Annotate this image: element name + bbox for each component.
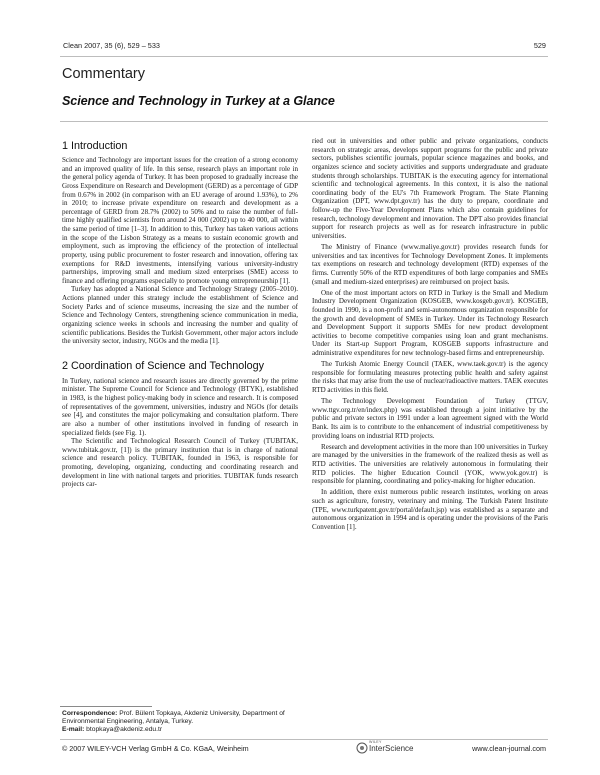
right-paragraph-7: In addition, there exist numerous public research institutes, working on areas such as agriculture, forestry, veterinary and mining. The Turkish Patent Institute (TPE, www.turkpatent.gov.tr/portal/default.jsp) was established as a separate and autonomous organization in 1994 and is operating under the provisions of the Paris Convention [1]. [312, 488, 548, 531]
running-header-citation: Clean 2007, 35 (6), 529 – 533 [63, 41, 160, 50]
correspondence-note [62, 710, 300, 734]
email-label: E-mail: [62, 726, 85, 734]
logo-big-text: InterScience [369, 744, 414, 753]
right-paragraph-6: Research and development activities in the more than 100 universities in Turkey are managed by the universities in the framework of the realized thesis as well as RTD activities. The universities are relatively autonomous in formulating their RTD policies. The higher Education Council (YOK, www.yok.gov.tr) is responsible for planning, coordinating and policy-making for higher education. [312, 442, 548, 486]
correspondence-label: Correspondence: [62, 710, 118, 717]
right-paragraph-2: The Ministry of Finance (www.maliye.gov.tr) provides research funds for universities and tax incentives for Technology Development Zones. It implements tax exemptions on research and technology development (RTD) expenses of the firms. Currently 50% of the RTD expenditures of both large companies and SMEs (small and medium-sized enterprises) are reimbursed on project basis. [312, 243, 548, 286]
right-paragraph-4: The Turkish Atomic Energy Council (TAEK, www.taek.gov.tr) is the agency responsible for formulating measures protecting public health and safety against the risks that may arise from the use of nuclear/radioactive matters. TAEK executes RTD activities in this field. [312, 360, 548, 394]
header-divider [60, 56, 548, 57]
correspondence-email: btopkaya@akdeniz.edu.tr [86, 726, 163, 734]
right-column [312, 137, 548, 532]
interscience-logo-icon [356, 741, 368, 755]
intro-paragraph-2: Turkey has adopted a National Science and Technology Strategy (2005–2010). Actions planned under this strategy include the establishment of Science and Society Parks and of science museums, increasing the size and the number of Science and Technology Centers, strengthening science communication in media, organizing science weeks in schools and increasing the number and quality of scientific publications. Besides the Turkish Government, other major actors include the university sector, industry, NGOs and the media [1]. [62, 285, 298, 346]
right-paragraph-5: The Technology Development Foundation of Turkey (TTGV, www.ttgv.org.tr/en/index.php) was established through a joint initiative by the public and private sectors in 1991 under a loan agreement signed with the World Bank. Its aim is to contribute to the enhancement of industrial competitiveness by providing loans on industrial RTD projects. [312, 397, 548, 440]
section-heading-coordination: 2 Coordination of Science and Technology [62, 359, 265, 372]
correspondence-address: Prof. Bülent Topkaya, Akdeniz University, Department of Environmental Engineering, Antalya, Turkey. [62, 710, 285, 726]
left-column [62, 140, 298, 489]
article-type-label: Commentary [62, 66, 145, 82]
coordination-paragraph-2: The Scientific and Technological Research Council of Turkey (TUBITAK, www.tubitak.gov.tr, [1]) is the primary institution that is in charge of national science and research policy. TUBITAK, founded in 1963, is responsible for promoting, developing, organizing, conducting and coordinating research and development in line with national targets and priorities. TUBITAK funds research projects car- [62, 437, 298, 489]
page-number: 529 [533, 41, 546, 50]
footer-divider [60, 739, 548, 740]
article-title: Science and Technology in Turkey at a Glance [62, 94, 335, 108]
journal-url: www.clean-journal.com [472, 744, 546, 753]
footnote-divider [60, 706, 152, 707]
publisher-logo [356, 740, 426, 756]
intro-paragraph-1: Science and Technology are important issues for the creation of a strong economy and an improved quality of life. In this sense, research plays an important role in the general policy agenda of Turkey. It has been proposed to gradually increase the Gross Expenditure on Research and Development (GERD) as a percentage of GDP from 0.67% in 2002 (in comparison with an EU average of around 1.93%), to 2% in 2010; to increase private expenditure on research and development as a percentage of GERD from 28.7% (2002) to 50% and to raise the number of full-time highly qualified scientists from around 24 000 (2002) up to 40 000, all within the same period of time [1–3]. In addition to this, Turkey has taken various actions in the scope of the Lisbon Strategy as a means to sustain economic growth and employment, such as improving the efficiency of the protection of intellectual property, using public procurement to foster research and innovation, offering tax exemptions for R&D investments, intensifying various university-industry partnerships, improving small and medium sized enterprises (SME) access to finance and offering programs especially to promote young entrepreneurship [1]. [62, 156, 298, 285]
coordination-paragraph-1: In Turkey, national science and research issues are directly governed by the prime minister. The Supreme Council for Science and Technology (BTYK), established in 1983, is the highest policy-making body in science and research. It is composed of representatives of the government, universities, industry and NGOs (for details see [4], and constitutes the major policymaking and consultation platform. There are also a number of other institutions involved in funding of research in specialized fields (see Fig. 1). [62, 376, 298, 437]
logo-small-text: WILEY [369, 740, 382, 744]
right-paragraph-1: ried out in universities and other public and private organizations, conducts research on strategic areas, develops support programs for the public and private sectors, publishes scientific journals, popular science magazines and books, and organizes science and society activities and supports undergraduate and graduate students through scholarships. TUBITAK is the executing agency for international scientific and technological agreements. In this context, it is also the national coordinating body of the EU's 7th Framework Program. The State Planning Organization (DPT, www.dpt.gov.tr) has the duty to prepare, coordinate and follow-up the Five-Year Development Plans which also contain guidelines for research, technology development and innovation. The DPT also provides financial support for research projects as well as for research infrastructure in public universities. [312, 137, 548, 240]
title-divider [60, 121, 548, 122]
section-heading-introduction: 1 Introduction [62, 140, 128, 152]
copyright-notice: © 2007 WILEY-VCH Verlag GmbH & Co. KGaA, Weinheim [62, 744, 249, 753]
right-paragraph-3: One of the most important actors on RTD in Turkey is the Small and Medium Industry Development Organization (KOSGEB, www.kosgeb.gov.tr). KOSGEB, founded in 1990, is a non-profit and semi-autonomous organization responsible for the growth and development of SMEs in Turkey. Under its Technology Research and Development Support it supports SMEs for new product development activities to become competitive companies using loan and grant mechanisms. Under its Start-up Support Program, KOSGEB supports infrastructure and administrative expenditures for new technology-based firms and entrepreneurship. [312, 288, 548, 357]
